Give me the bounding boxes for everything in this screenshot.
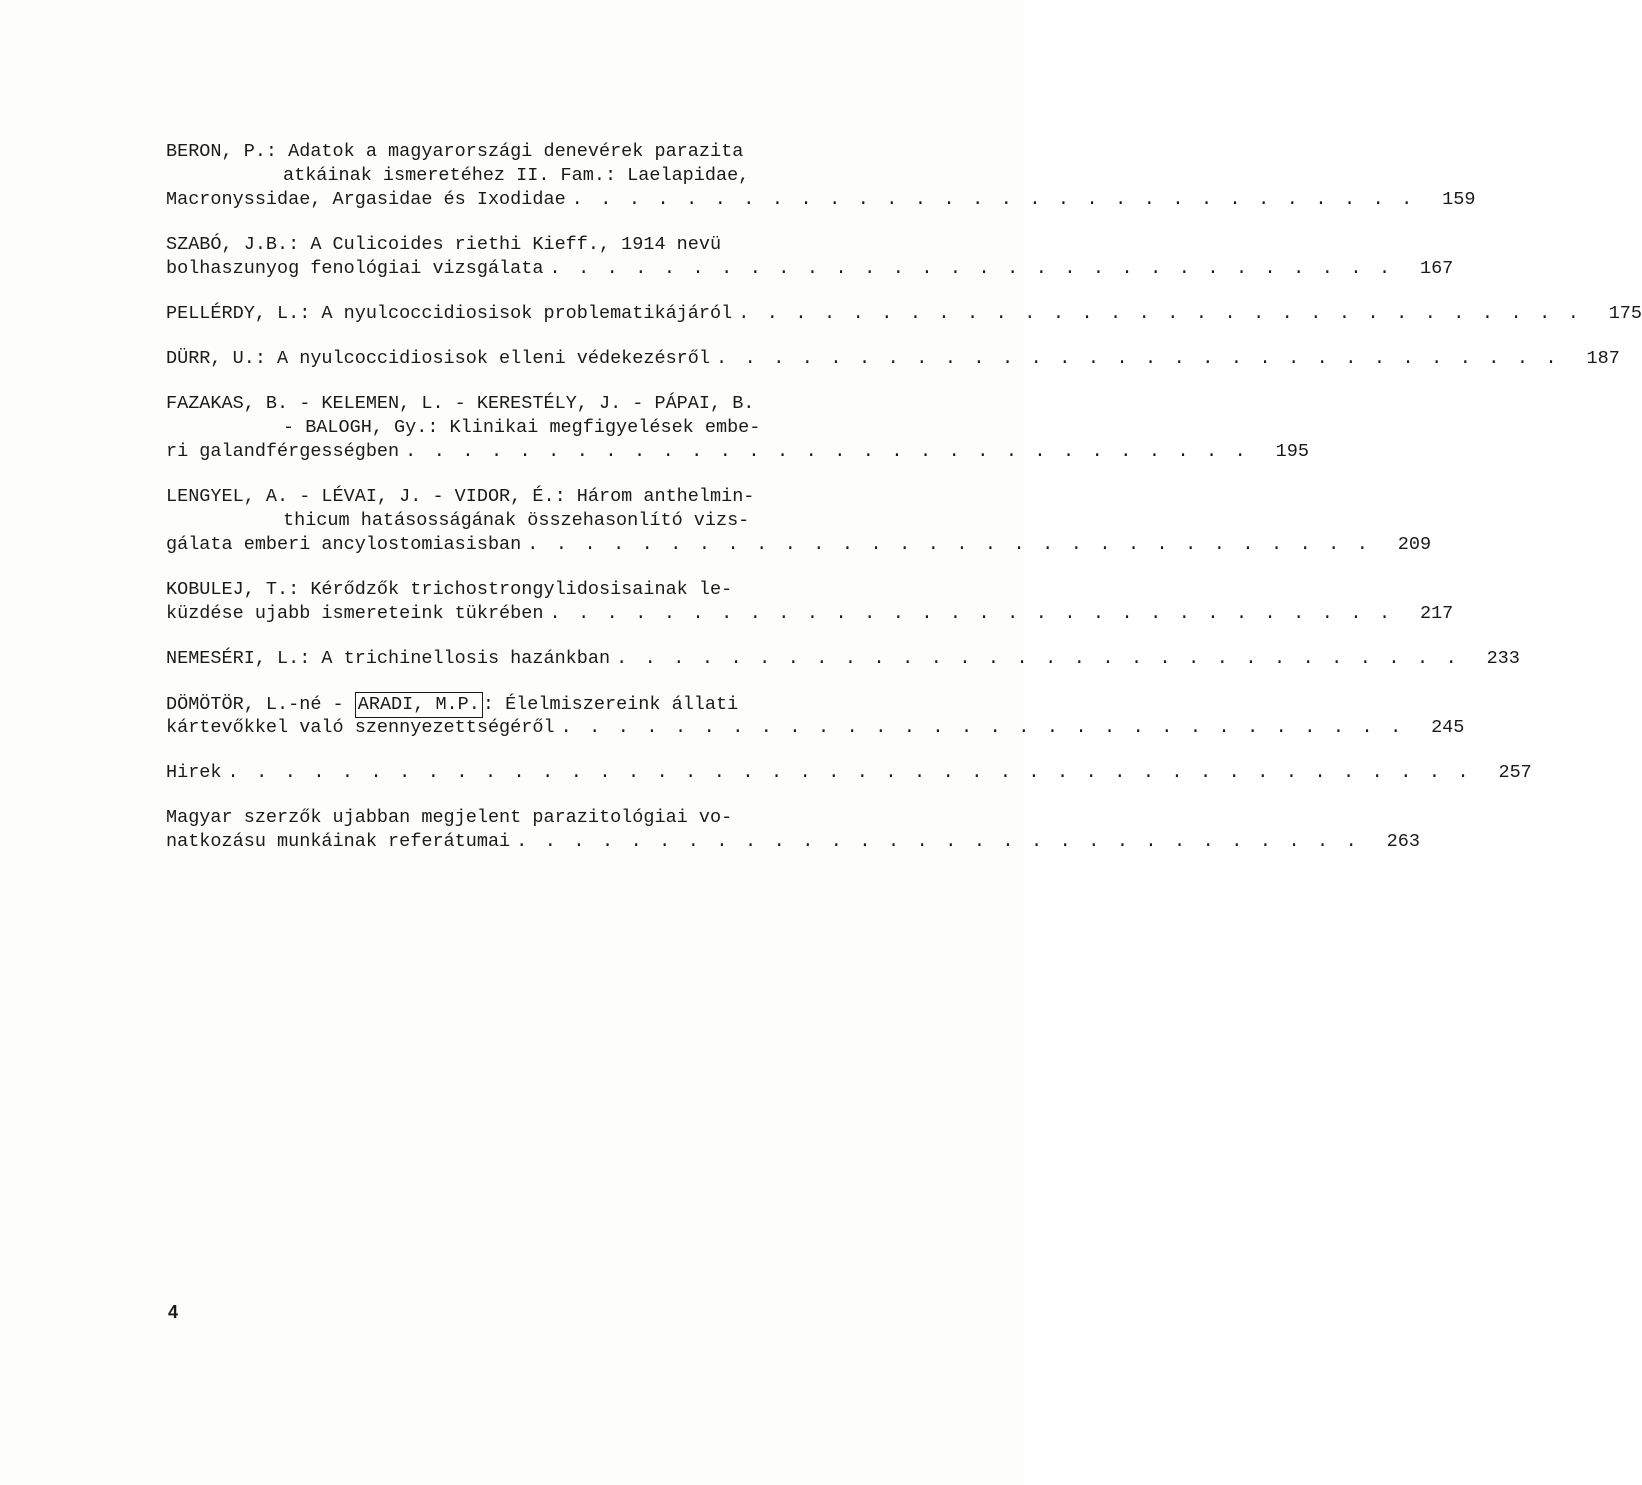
- dot-leader: . . . . . . . . . . . . . . . . . . . . . . . . . . . . . .: [560, 717, 1405, 738]
- page-ref: 233: [1486, 648, 1520, 669]
- entry-title-line: DÜRR, U.: A nyulcoccidiosisok elleni védekezésről: [166, 348, 710, 369]
- boxed-author-name: ARADI, M.P.: [355, 692, 483, 718]
- page-ref: 159: [1442, 189, 1476, 210]
- entry-title-line: KOBULEJ, T.: Kérődzők trichostrongylidosisainak le-: [166, 579, 733, 600]
- entry-title-line: küzdése ujabb ismereteink tükrében: [166, 603, 544, 624]
- entry-title-line: FAZAKAS, B. - KELEMEN, L. - KERESTÉLY, J. - PÁPAI, B.: [166, 393, 755, 414]
- entry-title-line: ri galandférgességben: [166, 441, 400, 462]
- page-ref: 257: [1498, 762, 1532, 783]
- toc-entry-szabo: [166, 233, 1454, 281]
- toc-entry-magyar-szerzok: [166, 806, 1420, 854]
- entry-title-line: BERON, P.: Adatok a magyarországi denevérek parazita: [166, 141, 744, 162]
- entry-title-line: Macronyssidae, Argasidae és Ixodidae: [166, 189, 566, 210]
- entry-title-line: atkáinak ismeretéhez II. Fam.: Laelapidae,: [283, 165, 750, 186]
- dot-leader: . . . . . . . . . . . . . . . . . . . . . . . . . . . . . .: [405, 441, 1249, 462]
- dot-leader: . . . . . . . . . . . . . . . . . . . . . . . . . . . . . .: [527, 534, 1372, 555]
- toc-entry-durr: [166, 347, 1620, 371]
- dot-leader: . . . . . . . . . . . . . . . . . . . . . . . . . . . . . .: [738, 303, 1583, 324]
- page-number: 4: [168, 1302, 179, 1322]
- dot-leader: . . . . . . . . . . . . . . . . . . . . . . . . . . . . . .: [549, 603, 1394, 624]
- page-ref: 263: [1386, 831, 1420, 852]
- toc-entry-fazakas: [166, 392, 1309, 464]
- toc-entry-lengyel: [166, 485, 1432, 557]
- dot-leader: . . . . . . . . . . . . . . . . . . . . . . . . . . . . . .: [516, 831, 1360, 852]
- entry-title-line: gálata emberi ancylostomiasisban: [166, 534, 522, 555]
- dot-leader: . . . . . . . . . . . . . . . . . . . . . . . . . . . . . .: [571, 189, 1416, 210]
- page-ref: 217: [1419, 603, 1454, 624]
- entry-title-line: NEMESÉRI, L.: A trichinellosis hazánkban: [166, 648, 611, 669]
- page-ref: 175: [1608, 303, 1642, 324]
- page-ref: 209: [1397, 534, 1432, 555]
- dot-leader: . . . . . . . . . . . . . . . . . . . . . . . . . . . . . . . . . . . . . . . . . . . .: [227, 762, 1472, 783]
- entry-title-line: : Élelmiszereink állati: [482, 694, 739, 715]
- toc-entry-hirek: [166, 761, 1532, 785]
- entry-title-line: Hirek: [166, 762, 222, 783]
- entry-title-line: Magyar szerzők ujabban megjelent parazitológiai vo-: [166, 807, 733, 828]
- entry-title-line: kártevőkkel való szennyezettségéről: [166, 717, 555, 738]
- dot-leader: . . . . . . . . . . . . . . . . . . . . . . . . . . . . . .: [549, 258, 1394, 279]
- dot-leader: . . . . . . . . . . . . . . . . . . . . . . . . . . . . . .: [716, 348, 1560, 369]
- entry-title-line: - BALOGH, Gy.: Klinikai megfigyelések embe-: [283, 417, 761, 438]
- entry-title-line: thicum hatásosságának összehasonlító vizs-: [283, 510, 750, 531]
- entry-title-line: SZABÓ, J.B.: A Culicoides riethi Kieff., 1914 nevü: [166, 234, 722, 255]
- entry-title-line: bolhaszunyog fenológiai vizsgálata: [166, 258, 544, 279]
- page-ref: 195: [1275, 441, 1309, 462]
- page-ref: 245: [1431, 717, 1465, 738]
- toc-entry-beron: [166, 140, 1476, 212]
- dot-leader: . . . . . . . . . . . . . . . . . . . . . . . . . . . . . .: [616, 648, 1460, 669]
- page-ref: 167: [1419, 258, 1454, 279]
- page-ref: 187: [1586, 348, 1620, 369]
- toc-entry-nemeseri: [166, 647, 1520, 671]
- entry-title-line: LENGYEL, A. - LÉVAI, J. - VIDOR, É.: Három anthelmin-: [166, 486, 755, 507]
- entry-title-line: PELLÉRDY, L.: A nyulcoccidiosisok problematikájáról: [166, 303, 733, 324]
- table-of-contents: [166, 140, 1642, 875]
- toc-entry-domotor: [166, 692, 1465, 740]
- entry-title-line: DÖMÖTÖR, L.-né -: [166, 694, 355, 715]
- toc-entry-pellerdy: [166, 302, 1642, 326]
- toc-entry-kobulej: [166, 578, 1454, 626]
- entry-title-line: natkozásu munkáinak referátumai: [166, 831, 511, 852]
